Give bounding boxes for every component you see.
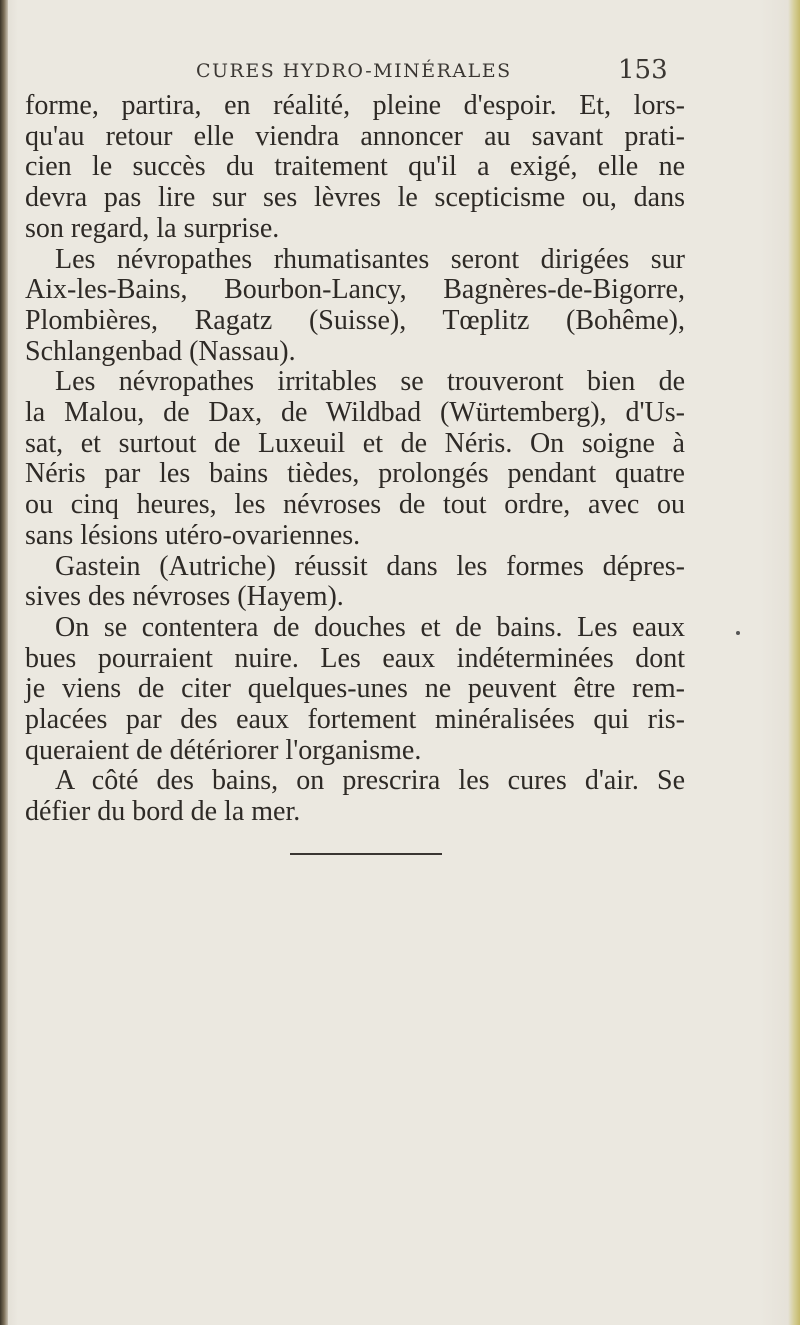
text-line: défier du bord de la mer. [25,796,301,828]
text-line: je viens de citer quelques-unes ne peuvent être rem- [25,673,685,705]
text-line: forme, partira, en réalité, pleine d'espoir. Et, lors- [25,90,685,121]
text-line: bues pourraient nuire. Les eaux indéterminées dont [25,642,685,674]
text-line: Les névropathes irritables se trouveront bien de [55,366,685,398]
text-line: A côté des bains, on prescrira les cures d'air. Se [55,765,685,797]
text-line: Gastein (Autriche) réussit dans les formes dépres- [55,550,685,582]
text-line: sans lésions utéro-ovariennes. [25,519,361,551]
text-line: sives des névroses (Hayem). [25,581,344,613]
page-outer-edge [788,0,800,1325]
section-rule [290,853,442,855]
text-line: qu'au retour elle viendra annoncer au savant prati- [25,120,685,152]
text-line: Plombières, Ragatz (Suisse), Tœplitz (Bohême), [25,304,685,336]
text-line: devra pas lire sur ses lèvres le scepticisme ou, dans [25,182,685,214]
body-text [25,91,685,828]
margin-mark [736,631,740,635]
text-line: ou cinq heures, les névroses de tout ordre, avec ou [25,489,685,521]
page-binding-edge [0,0,8,1325]
text-line: la Malou, de Dax, de Wildbad (Würtemberg), d'Us- [25,397,685,429]
text-line: sat, et surtout de Luxeuil et de Néris. On soigne à [25,427,685,459]
text-line: Schlangenbad (Nassau). [25,335,296,367]
text-line: On se contentera de douches et de bains. Les eaux [55,611,685,643]
text-line: placées par des eaux fortement minéralisées qui ris- [25,704,685,736]
text-line: cien le succès du traitement qu'il a exigé, elle ne [25,151,685,183]
text-line: queraient de détériorer l'organisme. [25,734,422,766]
text-line: Les névropathes rhumatisantes seront dirigées sur [55,243,685,275]
text-line: Néris par les bains tièdes, prolongés pendant quatre [25,458,685,490]
page-number: 153 [618,55,668,85]
text-line: Aix-les-Bains, Bourbon-Lancy, Bagnères-de-Bigorre, [25,274,685,306]
running-header-title: CURES HYDRO-MINÉRALES [196,60,512,82]
text-line: son regard, la surprise. [25,212,280,244]
